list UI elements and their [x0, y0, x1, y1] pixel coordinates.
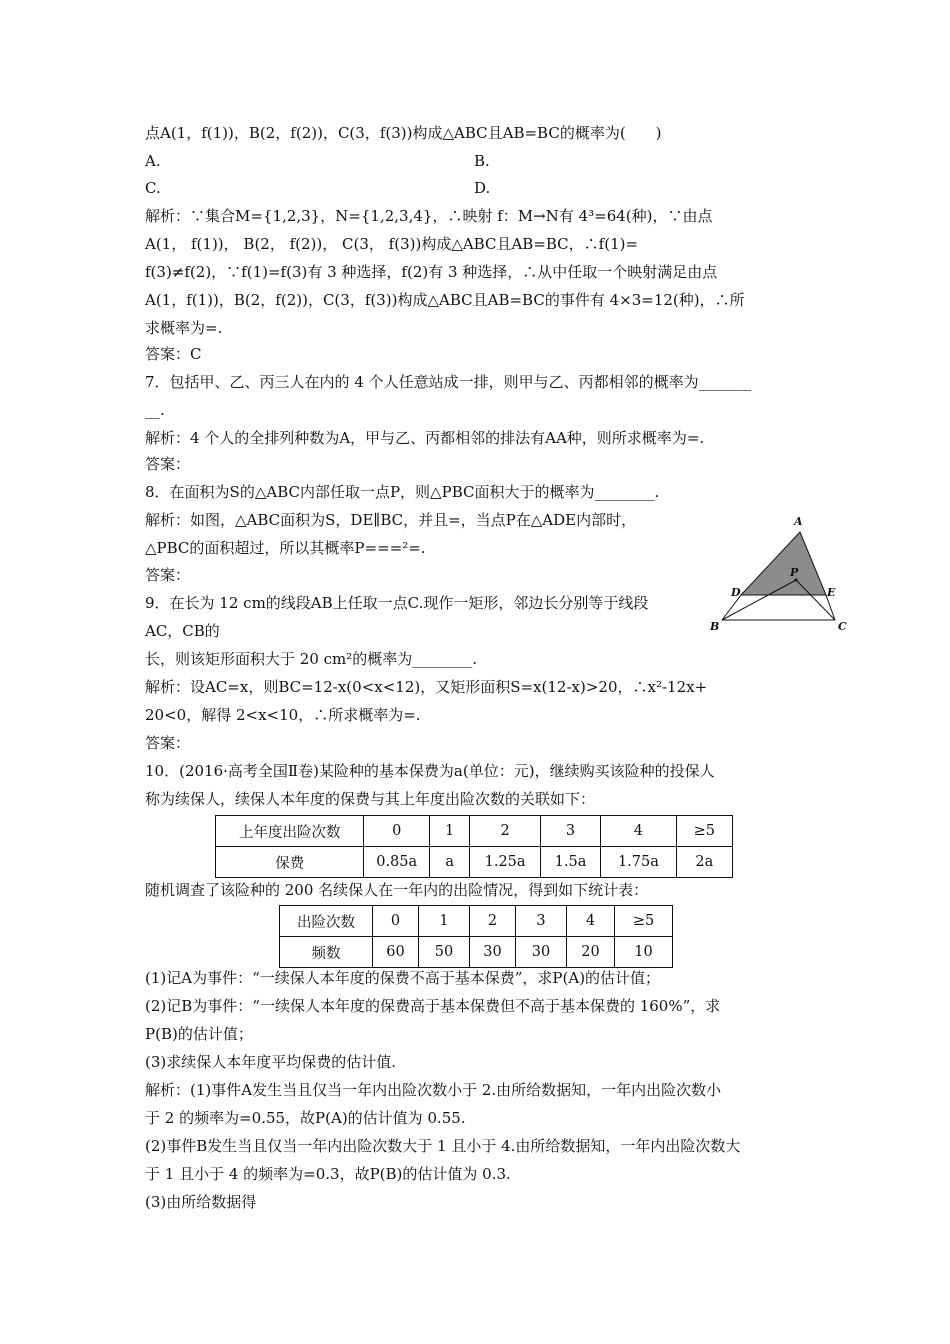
table-cell: 50: [419, 937, 470, 968]
table-cell: 1.25a: [470, 847, 540, 878]
table-row: [216, 847, 733, 878]
q9-stem-line: 9．在长为 12 cm的线段AB上任取一点C.现作一矩形，邻边长分别等于线段: [145, 594, 649, 612]
table-cell: 保费: [216, 847, 364, 878]
table-cell: ≥5: [676, 816, 732, 847]
table-cell: 3: [516, 906, 567, 937]
label-p: P: [790, 566, 799, 579]
q9-solution-line: 解析：设AC=x，则BC=12-x(0<x<12)，又矩形面积S=x(12-x)>20，∴x²-12x+: [145, 678, 708, 696]
table-cell: ≥5: [615, 906, 673, 937]
table-cell: 20: [567, 937, 615, 968]
table-cell: 2a: [676, 847, 732, 878]
shaded-triangle-ade: [741, 532, 826, 595]
q7-solution-line: 解析：4 个人的全排列种数为A，甲与乙、丙都相邻的排法有AA种，则所求概率为=.: [145, 429, 705, 447]
table-cell: 0: [373, 906, 419, 937]
table-cell: 出险次数: [280, 906, 373, 937]
q10-solution-line: (2)事件B发生当且仅当一年内出险次数大于 1 且小于 4.由所给数据知，一年内出险次数大: [145, 1137, 741, 1155]
q8-answer: 答案：: [145, 566, 191, 584]
table-cell: 30: [516, 937, 567, 968]
table-cell: 30: [470, 937, 516, 968]
q8-solution-line: 解析：如图，△ABC面积为S，DE∥BC，并且=，当点P在△ADE内部时，: [145, 511, 637, 529]
q6-solution-line: f(3)≠f(2)，∵f(1)=f(3)有 3 种选择，f(2)有 3 种选择，∴从中任取一个映射满足由点: [145, 263, 718, 281]
frequency-table: [279, 905, 673, 968]
q9-answer: 答案：: [145, 734, 191, 752]
q10-part3: (3)求续保人本年度平均保费的估计值.: [145, 1053, 397, 1071]
table-cell: 1: [429, 816, 469, 847]
q10-part1: (1)记A为事件：“一续保人本年度的保费不高于基本保费”，求P(A)的估计值；: [145, 969, 661, 987]
q6-solution-line: 解析：∵集合M={1,2,3}，N={1,2,3,4}，∴映射 f：M→N有 4³=64(种)，∵由点: [145, 207, 713, 225]
q6-option-d: D.: [474, 179, 491, 197]
table-cell: 1: [419, 906, 470, 937]
q8-solution-line: △PBC的面积超过，所以其概率P===²=.: [145, 539, 426, 557]
q9-solution-line: 20<0，解得 2<x<10，∴所求概率为=.: [145, 706, 421, 724]
q7-answer: 答案：: [145, 455, 191, 473]
q6-option-c: C.: [145, 179, 161, 197]
label-d: D: [731, 586, 741, 599]
label-e: E: [827, 586, 836, 599]
q10-solution-line: 解析：(1)事件A发生当且仅当一年内出险次数小于 2.由所给数据知，一年内出险次数小: [145, 1081, 722, 1099]
table-cell: 0.85a: [364, 847, 430, 878]
table-cell: 上年度出险次数: [216, 816, 364, 847]
label-c: C: [838, 620, 847, 632]
table-cell: 4: [567, 906, 615, 937]
table-cell: 1.5a: [540, 847, 600, 878]
q10-solution-line: 于 2 的频率为=0.55，故P(A)的估计值为 0.55.: [145, 1109, 466, 1127]
triangle-figure: [704, 512, 854, 632]
q10-part2-line: (2)记B为事件：“一续保人本年度的保费高于基本保费但不高于基本保费的 160%”，求: [145, 997, 721, 1015]
table-cell: 4: [601, 816, 676, 847]
q10-stem-line: 10．(2016·高考全国Ⅱ卷)某险种的基本保费为a(单位：元)，继续购买该险种的投保人: [145, 762, 715, 780]
q7-stem-line: 7．包括甲、乙、丙三人在内的 4 个人任意站成一排，则甲与乙、丙都相邻的概率为_______: [145, 373, 752, 391]
table-cell: 3: [540, 816, 600, 847]
table-cell: 10: [615, 937, 673, 968]
q6-option-a: A.: [145, 152, 161, 170]
q10-solution-line: (3)由所给数据得: [145, 1193, 257, 1211]
q6-stem-line: 点A(1，f(1))，B(2，f(2))，C(3，f(3))构成△ABC且AB=BC的概率为( ): [145, 124, 662, 142]
q10-stem-line: 称为续保人，续保人本年度的保费与其上年度出险次数的关联如下：: [145, 790, 596, 808]
q9-stem-line: 长，则该矩形面积大于 20 cm²的概率为________.: [145, 650, 478, 668]
q6-option-b: B.: [474, 152, 490, 170]
q10-solution-line: 于 1 且小于 4 的频率为=0.3，故P(B)的估计值为 0.3.: [145, 1165, 511, 1183]
q6-answer: 答案：C: [145, 345, 202, 363]
premium-table: [215, 815, 733, 878]
table-row: [280, 906, 673, 937]
q9-stem-line: AC，CB的: [145, 622, 220, 640]
q6-solution-line: 求概率为=.: [145, 319, 223, 337]
table-row: [280, 937, 673, 968]
table-cell: 60: [373, 937, 419, 968]
q6-solution-line: A(1， f(1))， B(2， f(2))， C(3， f(3))构成△ABC且AB=BC，∴f(1)=: [145, 235, 639, 253]
q8-stem-line: 8．在面积为S的△ABC内部任取一点P，则△PBC面积大于的概率为________.: [145, 483, 660, 501]
label-a: A: [794, 515, 803, 528]
table-cell: a: [429, 847, 469, 878]
table-row: [216, 816, 733, 847]
table-cell: 频数: [280, 937, 373, 968]
q10-part2-line: P(B)的估计值；: [145, 1025, 253, 1043]
table-cell: 2: [470, 906, 516, 937]
table-cell: 2: [470, 816, 540, 847]
table-cell: 0: [364, 816, 430, 847]
q7-stem-line: __.: [145, 401, 165, 419]
q6-solution-line: A(1，f(1))，B(2，f(2))，C(3，f(3))构成△ABC且AB=BC的事件有 4×3=12(种)，∴所: [145, 291, 745, 309]
q10-survey-line: 随机调查了该险种的 200 名续保人在一年内的出险情况，得到如下统计表：: [145, 881, 649, 899]
table-cell: 1.75a: [601, 847, 676, 878]
label-b: B: [710, 620, 720, 632]
